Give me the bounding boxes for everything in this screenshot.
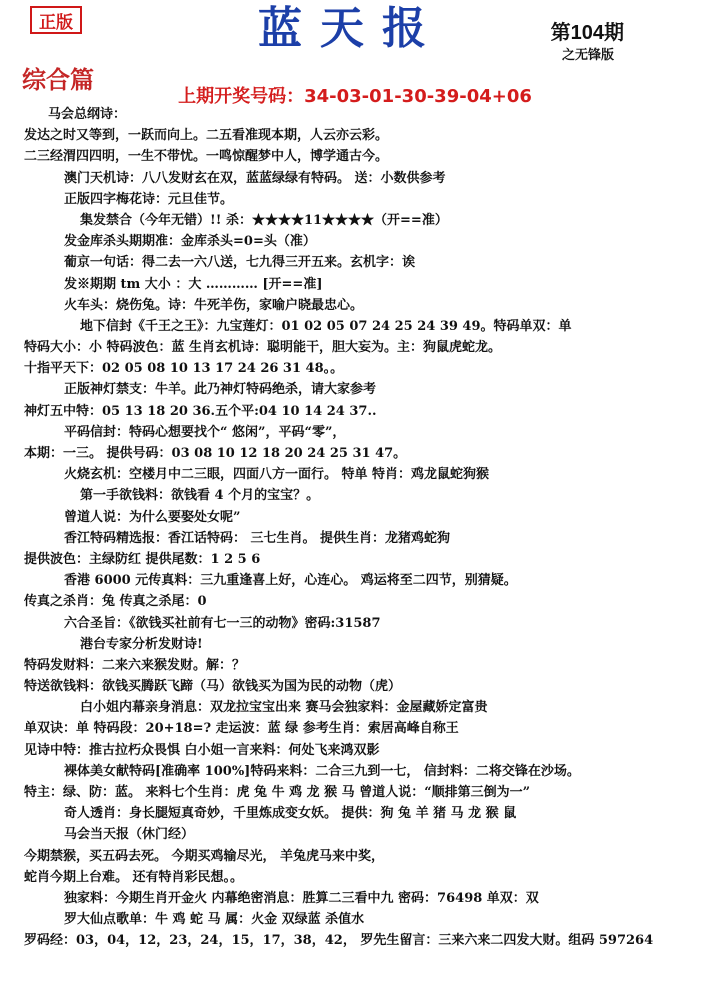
text-line: 葡京一句话：得二去一六八送，七九得三开五来。玄机字：诶 <box>64 255 416 271</box>
text-line: 发金库杀头期期准：金库杀头=0=头（准） <box>64 234 316 250</box>
text-line: 正版四字梅花诗：元旦佳节。 <box>64 191 234 207</box>
edition-subtitle: 之无锋版 <box>561 48 614 63</box>
text-line: 提供波色：主绿防红 提供尾数：1 2 5 6 <box>24 551 261 567</box>
text-line: 澳门天机诗：八八发财玄在双，蓝蓝绿绿有特码。 送：小数供参考 <box>64 170 446 186</box>
text-line: 地下信封《千王之王》：九宝莲灯：01 02 05 07 24 25 24 39 49。特码单双：单 <box>80 318 572 334</box>
text-line: 单双诀：单 特码段：20+18=? 走运波：蓝 绿 参考生肖：索居高峰自称王 <box>24 721 459 737</box>
text-line: 发※期期 tm 大小 ：大 ………… [开==准] <box>64 276 323 292</box>
text-line: 平码信封：特码心想要找个“ 悠闲”，平码“零”， <box>64 424 346 440</box>
text-line: 今期禁猴，买五码去死。 今期买鸡输尽光， 羊兔虎马来中奖， <box>24 848 385 864</box>
official-badge: 正版 <box>30 6 82 34</box>
text-line: 裸体美女献特码[准确率 100%]特码来料：二合三九到一七， 信封料：二将交锋在沙场。 <box>64 763 580 779</box>
text-line: 特主：绿、防：蓝。 来料七个生肖：虎 兔 牛 鸡 龙 猴 马 曾道人说：“顺排第三倒为一” <box>24 785 531 800</box>
text-line: 蛇肖今期上台难。 还有特肖彩民想。。 <box>24 869 244 885</box>
issue-number: 第104期 <box>550 22 624 44</box>
text-line: 集发禁合（今年无错）!! 杀：★★★★11★★★★（开==准） <box>80 212 448 228</box>
text-line: 马会总纲诗： <box>48 107 127 122</box>
text-line: 白小姐内幕亲身消息：双龙拉宝宝出来 赛马会独家料：金屋藏娇定富贵 <box>80 700 488 716</box>
text-line: 火烧玄机：空楼月中二三眼，四面八方一面行。 特单 特肖：鸡龙鼠蛇狗猴 <box>64 467 490 483</box>
text-line: 独家料：今期生肖开金火 内幕绝密消息：胜算二三看中九 密码：76498 单双：双 <box>64 890 539 906</box>
text-line: 六合圣旨：《欲钱买社前有七一三的动物》密码:31587 <box>64 615 381 631</box>
text-line: 马会当天报（休门经） <box>64 827 195 843</box>
text-line: 第一手欲钱料：欲钱看 4 个月的宝宝？。 <box>80 488 320 504</box>
text-line: 特码发财料：二来六来猴发财。解：？ <box>24 657 246 673</box>
text-line: 发达之时又等到，一跃而向上。二五看准现本期，人云亦云彩。 <box>24 128 389 144</box>
article-body <box>24 104 688 952</box>
text-line: 二三经渭四四明，一生不带忧。一鸣惊醒梦中人，博学通古今。 <box>24 149 389 165</box>
section-heading: 综合篇 <box>22 65 94 94</box>
text-line: 特送欲钱料：欲钱买腾跃飞蹄（马）欲钱买为国为民的动物（虎） <box>24 679 402 695</box>
newspaper-title: 蓝天报 <box>258 3 444 54</box>
text-line: 见诗中特：推古拉朽众畏惧 白小姐一言来料：何处飞来鸿双影 <box>24 742 380 758</box>
last-draw-numbers: 上期开奖号码：34-03-01-30-39-04+06 <box>178 86 532 107</box>
text-line: 曾道人说：为什么要娶处女呢” <box>64 509 241 525</box>
text-line: 香江特码精选报：香江话特码： 三七生肖。 提供生肖：龙猪鸡蛇狗 <box>64 530 451 546</box>
text-line: 罗码经：03，04，12，23，24，15，17，38，42， 罗先生留言：三来六来二四发大财。组码 597264 <box>24 933 654 949</box>
text-line: 正版神灯禁支：牛羊。此乃神灯特码绝杀，请大家参考 <box>64 382 377 398</box>
text-line: 罗大仙点歌单：牛 鸡 蛇 马 属：火金 双绿蓝 杀值水 <box>64 912 365 928</box>
text-line: 香港 6000 元传真料：三九重逢喜上好，心连心。 鸡运将至二四节，别猜疑。 <box>64 573 517 589</box>
text-line: 本期：一三。 提供号码：03 08 10 12 18 20 24 25 31 47。 <box>24 446 407 461</box>
text-line: 十指平天下：02 05 08 10 13 17 24 26 31 48。。 <box>24 361 344 377</box>
text-line: 神灯五中特：05 13 18 20 36.五个平:04 10 14 24 37.. <box>24 403 377 419</box>
text-line: 奇人透肖：身长腿短真奇妙，千里炼成变女妖。 提供：狗 兔 羊 猪 马 龙 猴 鼠 <box>64 806 517 822</box>
text-line: 传真之杀肖：兔 传真之杀尾：0 <box>24 594 207 610</box>
text-line: 火车头：烧伤兔。诗：牛死羊伤，家喻户晓最忠心。 <box>64 297 364 313</box>
text-line: 港台专家分析发财诗! <box>80 636 203 652</box>
text-line: 特码大小：小 特码波色：蓝 生肖玄机诗：聪明能干，胆大妄为。主：狗鼠虎蛇龙。 <box>24 340 502 356</box>
